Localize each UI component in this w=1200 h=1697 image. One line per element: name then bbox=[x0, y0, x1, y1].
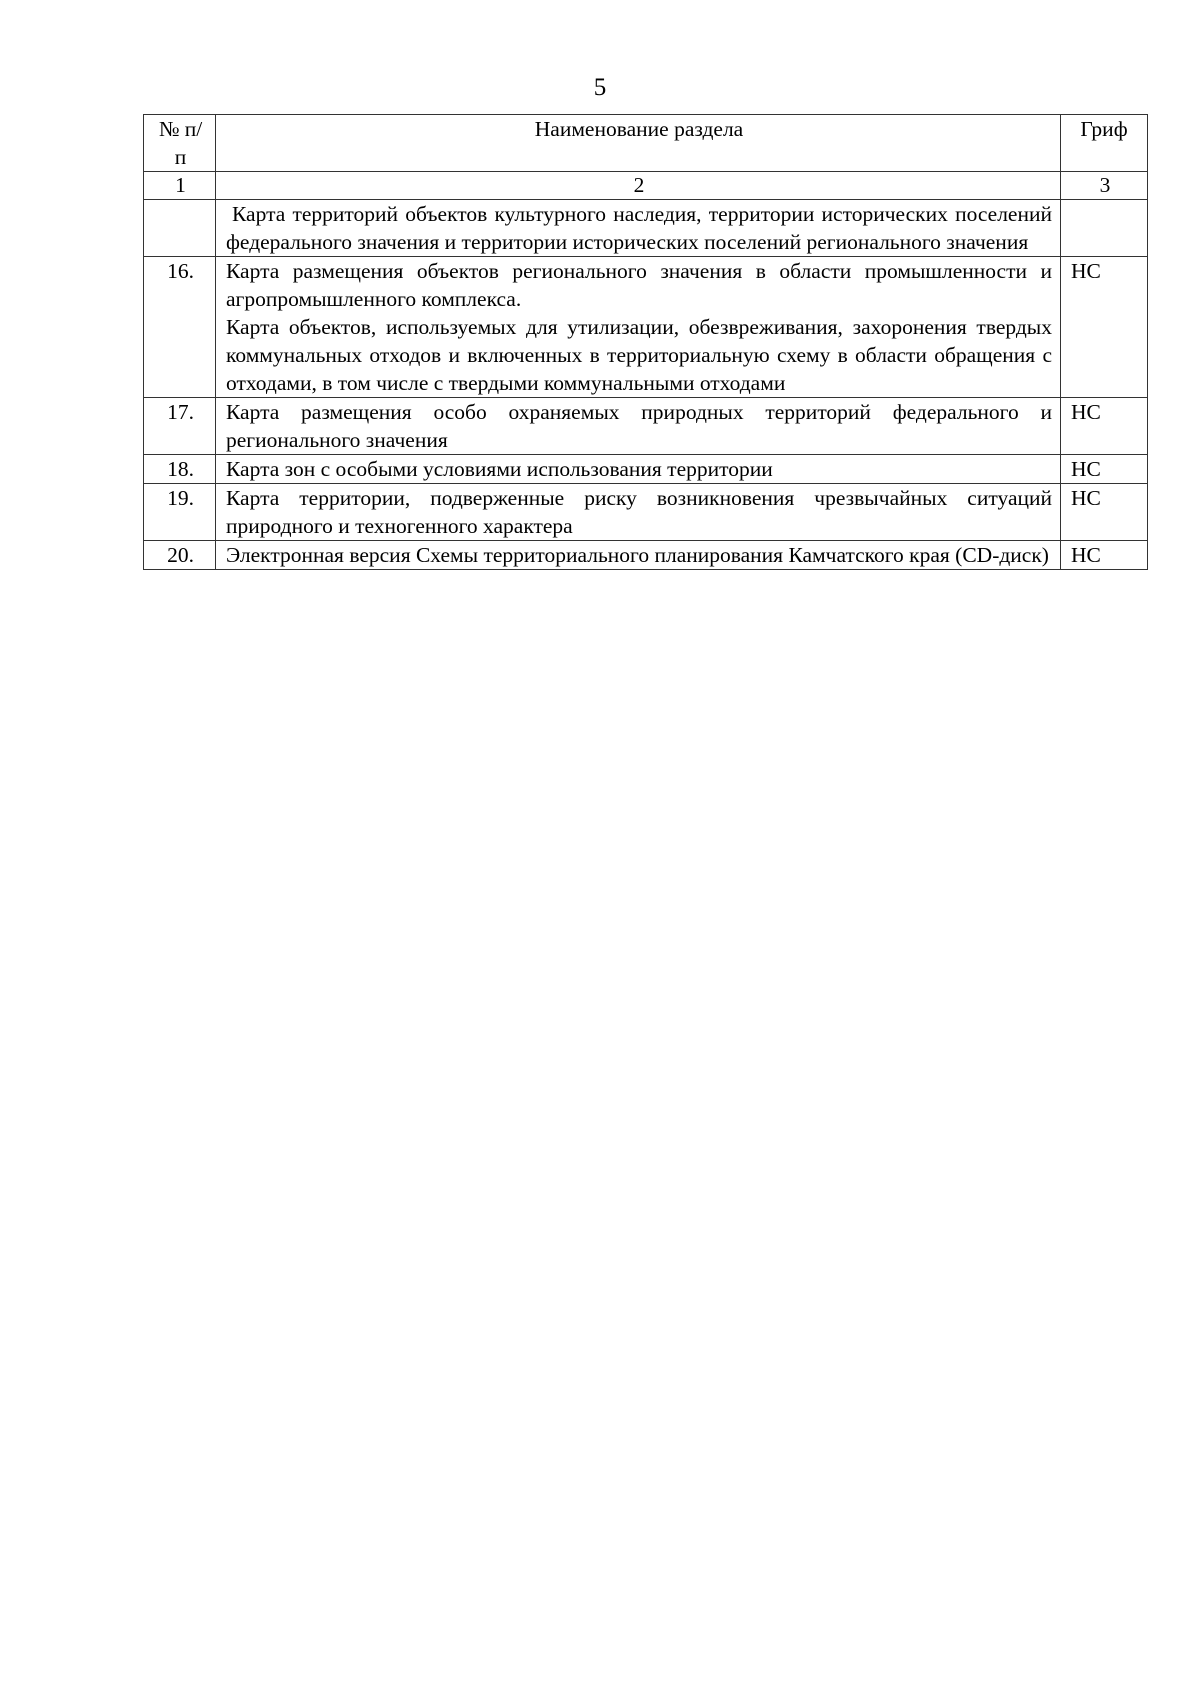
row-number: 18. bbox=[144, 455, 216, 484]
table-header-row bbox=[144, 115, 1148, 172]
row-grif: НС bbox=[1061, 484, 1148, 541]
table-row bbox=[144, 541, 1148, 570]
table-row bbox=[144, 455, 1148, 484]
row-number: 19. bbox=[144, 484, 216, 541]
page-number: 5 bbox=[593, 74, 607, 101]
table-row bbox=[144, 398, 1148, 455]
row-paragraph: Электронная версия Схемы территориального планирования Камчатского края (CD-диск) bbox=[226, 543, 1049, 567]
row-grif: НС bbox=[1061, 455, 1148, 484]
row-paragraph: Карта территории, подверженные риску возникновения чрезвычайных ситуаций природного и техногенного характера bbox=[226, 486, 1052, 538]
row-title bbox=[216, 200, 1061, 257]
row-paragraph: Карта объектов, используемых для утилизации, обезвреживания, захоронения твердых коммунальных отходов и включенных в территориальную схему в области обращения с отходами, в том числе с твердыми коммунальными отходами bbox=[226, 315, 1052, 395]
row-number: 20. bbox=[144, 541, 216, 570]
column-index-row bbox=[144, 172, 1148, 200]
row-paragraph: Карта размещения особо охраняемых природных территорий федерального и регионального значения bbox=[226, 400, 1052, 452]
row-title bbox=[216, 484, 1061, 541]
row-paragraph: Карта территорий объектов культурного наследия, территории исторических поселений федерального значения и территории исторических поселений регионального значения bbox=[226, 202, 1052, 254]
header-num: № п/п bbox=[144, 115, 216, 172]
row-title bbox=[216, 455, 1061, 484]
column-index: 1 bbox=[144, 172, 216, 200]
row-number: 17. bbox=[144, 398, 216, 455]
row-title bbox=[216, 257, 1061, 398]
row-number: 16. bbox=[144, 257, 216, 398]
row-grif: НС bbox=[1061, 541, 1148, 570]
row-title bbox=[216, 398, 1061, 455]
row-title bbox=[216, 541, 1061, 570]
table-row bbox=[144, 257, 1148, 398]
header-grif: Гриф bbox=[1061, 115, 1148, 172]
column-index: 2 bbox=[216, 172, 1061, 200]
row-grif: НС bbox=[1061, 257, 1148, 398]
sections-table bbox=[143, 114, 1148, 570]
table-row bbox=[144, 484, 1148, 541]
row-grif bbox=[1061, 200, 1148, 257]
header-name: Наименование раздела bbox=[216, 115, 1061, 172]
table-row bbox=[144, 200, 1148, 257]
row-grif: НС bbox=[1061, 398, 1148, 455]
row-paragraph: Карта зон с особыми условиями использования территории bbox=[226, 457, 773, 481]
column-index: 3 bbox=[1061, 172, 1148, 200]
row-number bbox=[144, 200, 216, 257]
row-paragraph: Карта размещения объектов регионального значения в области промышленности и агропромышленного комплекса. bbox=[226, 259, 1052, 311]
